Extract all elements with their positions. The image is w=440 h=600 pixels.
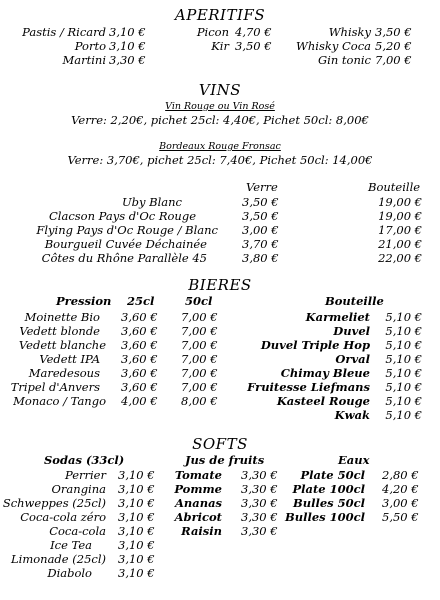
draft-beer-25cl-price: 3,60 € <box>121 324 158 338</box>
draft-beer-50cl-price: 7,00 € <box>181 324 218 338</box>
juice-price: 3,30 € <box>241 524 278 538</box>
bottle-beer-name: Karmeliet <box>305 310 370 324</box>
juice-price: 3,30 € <box>241 482 278 496</box>
juice-price: 3,30 € <box>241 468 278 482</box>
aperitif-price: 3,10 € <box>109 39 146 53</box>
bottle-beer-price: 5,10 € <box>385 408 422 422</box>
wine-name: Clacson Pays d'Oc Rouge <box>49 209 196 223</box>
wine-verre-price: 3,00 € <box>242 223 279 237</box>
draft-beer-50cl-price: 7,00 € <box>181 310 218 324</box>
aperitif-name: Kir <box>211 39 229 53</box>
aperitif-price: 7,00 € <box>375 53 412 67</box>
water-price: 5,50 € <box>382 510 419 524</box>
aperitif-name: Martini <box>62 53 106 67</box>
juice-name: Ananas <box>174 496 222 510</box>
bottle-beer-name: Duvel Triple Hop <box>260 338 370 352</box>
draft-beer-50cl-price: 8,00 € <box>181 394 218 408</box>
juice-name: Tomate <box>174 468 222 482</box>
beer-col-pression: Pression <box>56 294 112 308</box>
bieres-title: BIERES <box>188 276 252 294</box>
wine-verre-price: 3,50 € <box>242 209 279 223</box>
soda-name: Perrier <box>64 468 106 482</box>
aperitif-price: 5,20 € <box>375 39 412 53</box>
aperitif-price: 3,50 € <box>235 39 272 53</box>
vin-rouge-rose-prices: Verre: 2,20€, pichet 25cl: 4,40€, Pichet 50cl: 8,00€ <box>71 113 369 127</box>
juice-name: Pomme <box>174 482 222 496</box>
water-name: Plate 100cl <box>292 482 365 496</box>
softs-col-sodas: Sodas (33cl) <box>44 453 125 467</box>
water-price: 2,80 € <box>382 468 419 482</box>
soda-name: Diabolo <box>47 566 92 580</box>
aperitif-name: Whisky <box>328 25 371 39</box>
water-name: Plate 50cl <box>300 468 365 482</box>
softs-col-jus: Jus de fruits <box>185 453 265 467</box>
aperitif-price: 3,10 € <box>109 25 146 39</box>
draft-beer-name: Moinette Bio <box>24 310 100 324</box>
draft-beer-50cl-price: 7,00 € <box>181 338 218 352</box>
soda-price: 3,10 € <box>118 482 155 496</box>
aperitif-name: Picon <box>196 25 229 39</box>
bottle-beer-price: 5,10 € <box>385 380 422 394</box>
beer-col-bouteille: Bouteille <box>325 294 384 308</box>
draft-beer-name: Vedett blanche <box>18 338 106 352</box>
draft-beer-25cl-price: 3,60 € <box>121 380 158 394</box>
bordeaux-heading: Bordeaux Rouge Fronsac <box>159 141 281 152</box>
wine-bouteille-price: 21,00 € <box>378 237 422 251</box>
soda-name: Coca-cola <box>49 524 106 538</box>
wine-name: Uby Blanc <box>121 195 182 209</box>
wine-bouteille-price: 22,00 € <box>378 251 422 265</box>
draft-beer-name: Tripel d'Anvers <box>10 380 100 394</box>
wine-verre-price: 3,70 € <box>242 237 279 251</box>
draft-beer-25cl-price: 3,60 € <box>121 352 158 366</box>
aperitifs-title: APERITIFS <box>174 6 266 24</box>
draft-beer-25cl-price: 4,00 € <box>121 394 158 408</box>
draft-beer-name: Vedett blonde <box>19 324 100 338</box>
wine-name: Flying Pays d'Oc Rouge / Blanc <box>36 223 218 237</box>
bottle-beer-price: 5,10 € <box>385 310 422 324</box>
soda-price: 3,10 € <box>118 468 155 482</box>
aperitif-name: Porto <box>74 39 106 53</box>
soda-price: 3,10 € <box>118 552 155 566</box>
aperitif-price: 3,30 € <box>109 53 146 67</box>
soda-price: 3,10 € <box>118 510 155 524</box>
softs-col-eaux: Eaux <box>338 453 370 467</box>
bottle-beer-name: Chimay Bleue <box>280 366 370 380</box>
bordeaux-prices: Verre: 3,70€, pichet 25cl: 7,40€, Pichet 50cl: 14,00€ <box>67 153 373 167</box>
water-price: 4,20 € <box>382 482 419 496</box>
water-price: 3,00 € <box>382 496 419 510</box>
wine-bouteille-price: 19,00 € <box>378 195 422 209</box>
bottle-beer-name: Kasteel Rouge <box>276 394 370 408</box>
aperitif-price: 4,70 € <box>235 25 272 39</box>
soda-price: 3,10 € <box>118 524 155 538</box>
aperitif-name: Pastis / Ricard <box>22 25 106 39</box>
wine-verre-price: 3,80 € <box>242 251 279 265</box>
beer-col-50cl: 50cl <box>185 294 213 308</box>
bottle-beer-price: 5,10 € <box>385 338 422 352</box>
wine-bouteille-price: 19,00 € <box>378 209 422 223</box>
wine-col-verre: Verre <box>246 180 278 194</box>
draft-beer-25cl-price: 3,60 € <box>121 366 158 380</box>
draft-beer-50cl-price: 7,00 € <box>181 380 218 394</box>
wine-name: Côtes du Rhône Parallèle 45 <box>41 251 207 265</box>
soda-name: Ice Tea <box>50 538 92 552</box>
draft-beer-25cl-price: 3,60 € <box>121 310 158 324</box>
juice-price: 3,30 € <box>241 510 278 524</box>
aperitif-name: Gin tonic <box>318 53 371 67</box>
wine-name: Bourgueil Cuvée Déchainée <box>44 237 207 251</box>
wine-col-bouteille: Bouteille <box>368 180 421 194</box>
draft-beer-25cl-price: 3,60 € <box>121 338 158 352</box>
aperitif-name: Whisky Coca <box>296 39 371 53</box>
soda-price: 3,10 € <box>118 566 155 580</box>
juice-price: 3,30 € <box>241 496 278 510</box>
beer-col-25cl: 25cl <box>127 294 155 308</box>
draft-beer-name: Monaco / Tango <box>13 394 106 408</box>
vins-title: VINS <box>198 81 242 99</box>
bottle-beer-name: Duvel <box>333 324 370 338</box>
draft-beer-50cl-price: 7,00 € <box>181 366 218 380</box>
water-name: Bulles 50cl <box>293 496 365 510</box>
wine-bouteille-price: 17,00 € <box>378 223 422 237</box>
juice-name: Raisin <box>181 524 222 538</box>
water-name: Bulles 100cl <box>285 510 365 524</box>
soda-name: Limonade (25cl) <box>11 552 106 566</box>
bottle-beer-price: 5,10 € <box>385 352 422 366</box>
draft-beer-name: Maredesous <box>28 366 100 380</box>
vin-rouge-rose-heading: Vin Rouge ou Vin Rosé <box>165 101 275 112</box>
draft-beer-name: Vedett IPA <box>39 352 100 366</box>
bottle-beer-price: 5,10 € <box>385 324 422 338</box>
soda-name: Schweppes (25cl) <box>2 496 106 510</box>
bottle-beer-name: Fruitesse Liefmans <box>247 380 370 394</box>
soda-name: Orangina <box>51 482 106 496</box>
soda-name: Coca-cola zéro <box>20 510 106 524</box>
soda-price: 3,10 € <box>118 538 155 552</box>
softs-title: SOFTS <box>192 435 248 453</box>
draft-beer-50cl-price: 7,00 € <box>181 352 218 366</box>
bottle-beer-name: Kwak <box>334 408 370 422</box>
soda-price: 3,10 € <box>118 496 155 510</box>
aperitif-price: 3,50 € <box>375 25 412 39</box>
bottle-beer-price: 5,10 € <box>385 366 422 380</box>
wine-verre-price: 3,50 € <box>242 195 279 209</box>
juice-name: Abricot <box>174 510 222 524</box>
bottle-beer-name: Orval <box>335 352 370 366</box>
bottle-beer-price: 5,10 € <box>385 394 422 408</box>
